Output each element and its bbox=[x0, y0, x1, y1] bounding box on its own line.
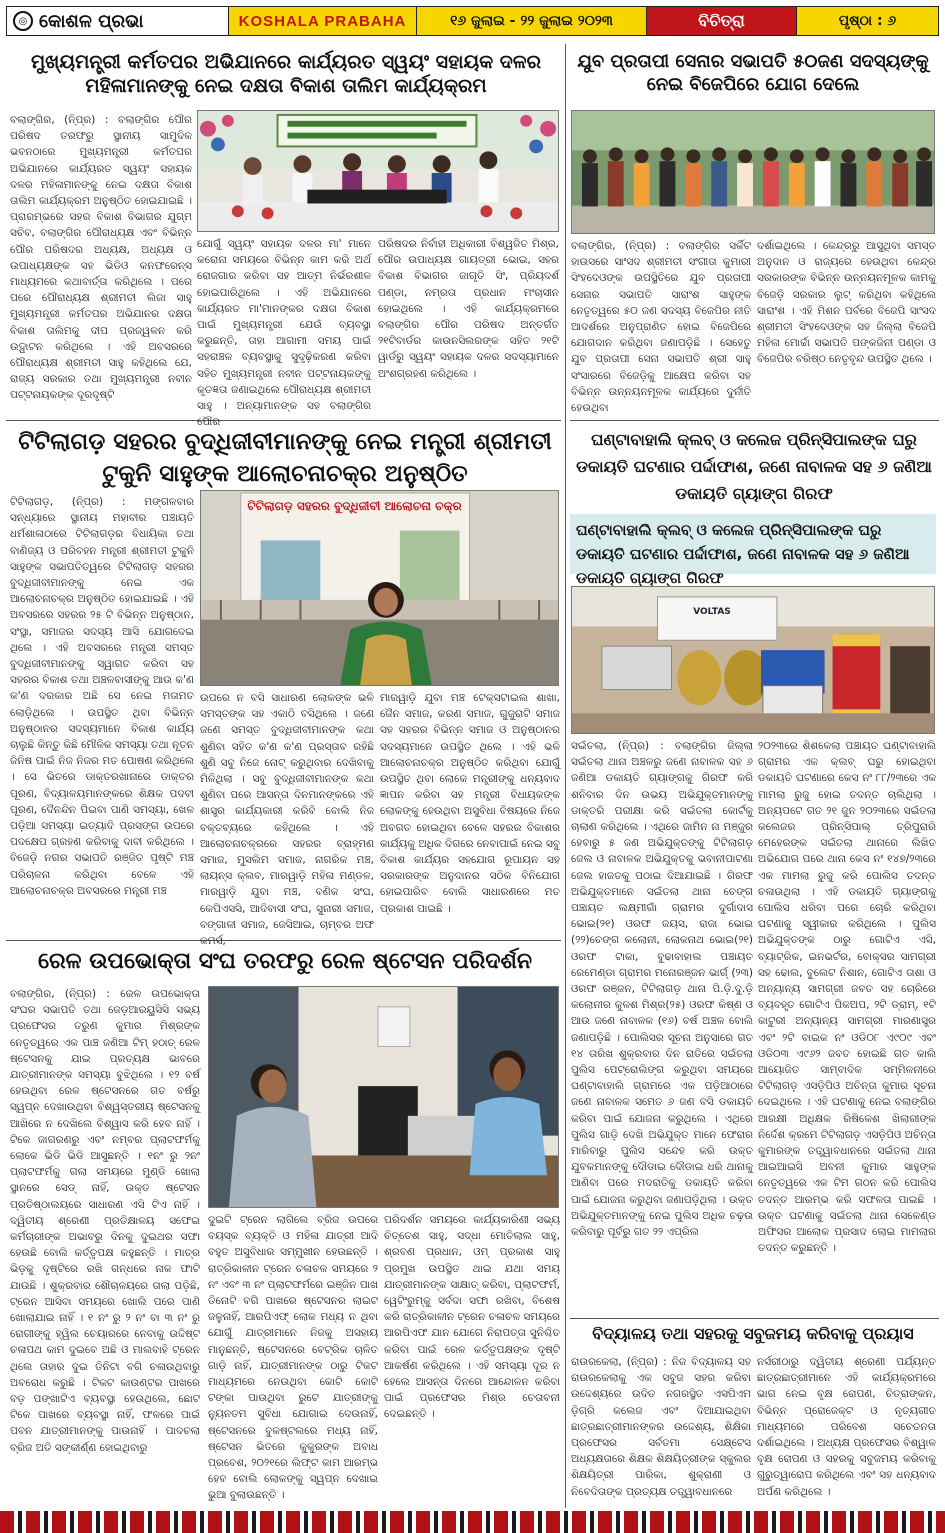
page-number: ପୃଷ୍ଠା : ୬ bbox=[797, 7, 938, 35]
article-text: ବଲାଙ୍ଗିର, (ନି୍ପ୍ର) : ବଲାଙ୍ଗିର ସର୍କିଟ ହାଉସରେ ସାଂସଦ ଶ୍ରୀମତୀ ସଂଗୀତା କୁମାରୀ ସିଂହଦେଓଙ୍କ ଉପସ୍ଥିତିରେ ଯୁବ ପ୍ରତାପୀ ସେନାର ସଭାପତି ସାରାଂଶ ସାହୁଙ୍କ ନେତୃତ୍ୱରେ ୫୦ ଜଣ ସଦସ୍ୟ ବିଜେପିର ନୀତି ଆଦର୍ଶରେ ଅନୁପ୍ରାଣିତ ହୋଇ ବିଜେପିରେ ଯୋଗଦାନ କରିଥିବା ଜଣାପଡ଼ିଛି । ସେହେତୁ ଯୁବ ପ୍ରତାପୀ ସେନା ସଭାପତି ଶ୍ରୀ ସାହୁ ସଂସାରରେ ବିଜେଡ଼ିକୁ ଆକ୍ଷେପ କରିବା ସହ ବିଭିନ୍ନ ଉନ୍ନୟନମୂଳକ କାର୍ଯ୍ୟରେ ଦୁର୍ନୀତି ହେଉଥିବା bbox=[571, 240, 751, 415]
article-photo bbox=[571, 586, 935, 734]
article-headline: ଯୁବ ପ୍ରତାପୀ ସେନାର ସଭାପତି ୫୦ଜଣ ସଦସ୍ୟଙ୍କୁ ନେଇ ବିଜେପିରେ ଯୋଗ ଦେଲେ bbox=[577, 51, 929, 96]
article-text: ରାଉରକେଲା, (ନି୍ପ୍ର) : ନିଜ ବିଦ୍ୟାଳୟ ସହ ରାଉରକେଲାକୁ ଏକ ସବୁଜ ସହର କରିବା ଉଦ୍ଦେଶ୍ୟରେ ଉଦିତ ନଗରସ୍ଥିତ ଏସପିଏମ ଡ଼ିଗ୍ରି କଲେଜ ଏବଂ ଦିଆଯାଇଥିବା ଛାତ୍ରଛାତ୍ରୀମାନଙ୍କର ଉଦ୍ଦେଶ୍ୟ, ଶିକ୍ଷିକା ପ୍ରଫେସର ସର୍ବତମା ସେକ୍ଷ୍ଟେସ ଅଧ୍ୟକ୍ଷତାରେ ଶିକ୍ଷକ ଶିକ୍ଷୟିତ୍ରୀଙ୍କ ସ୍କୁଲର ଶିକ୍ଷୟିତ୍ରୀ ପାରିକା, ଶୁକ୍ରାଣୀ ଓ ନିବେଦିତାଙ୍କ ପ୍ରତ୍ୟକ୍ଷ ତତ୍ତ୍ୱାବଧାନରେ bbox=[571, 1356, 751, 1498]
article-text: ପରିଷଦର ନିର୍ବାହୀ ଅଧିକାରୀ ବିଶ୍ୱଜିତ ମିଶ୍ର, ପୌର ଉପାଧ୍ୟକ୍ଷ ଗାୟତ୍ରୀ ଭୋଇ, ସହର ବିକାଶ ବିଭାଗର ଜାଗୃତି ସିଂ, ପ୍ରିୟଦର୍ଶ ପଣ୍ଡା, ନମ୍ରତା ପ୍ରଧାନ ମଂଚାସୀନ ହୋଇଥିଲେ । ଏହି କାର୍ଯ୍ୟକ୍ରମରେ ବଲାଙ୍ଗିର ପୌର ପରିଷଦ ଅନ୍ତର୍ଗତ ୨୧ଟିବାର୍ଡର କାଉନସିଲରଙ୍କ ସହିତ ୨୧ଟି ୱାର୍ଡରୁ ସ୍ୱୟଂ ସହାୟକ ଦଳର ସଦସ୍ୟାମାନେ ଅଂଶଗ୍ରହଣ କରିଥିଲେ । bbox=[378, 238, 559, 380]
article-text: ୨୦୨୩ରେ ଶିଶକେଲା ପଞ୍ଚାୟତ ଘଣ୍ଟାବାହାଲି ଗ୍ରାମର ଏକ କ୍ଲବ୍ ଘରୁ ହୋଇଥିବା ଡକାୟତି ଘଟଣାରେ କେସ ନଂ ୮୮/୨୩ରେ ଏକ ମାମଲା ରୁଜୁ ହୋଇ ତଦନ୍ତ ଚାଲିଥିଲା । ଅନ୍ୟପଟେ ଗତ ୨୧ ଜୁନ ୨୦୨୩ରେ ସଇଁତଲା କଲେଜର ପ୍ରିନ୍ସିପାଲ୍ ତ୍ରିପୁରାରି ମେହେରଙ୍କ ସଇଁତଲା ଥାନାରେ ଲିଖିତ ଅଭିଯୋଗ ପରେ ଥାନା କେସ ନଂ ୧୪୭/୨୩ରେ ଏକ ମାମଲା ରୁଜୁ କରି ପୋଲିସ ତଦନ୍ତ ଚଳାଉଥିଲା । ଏହି ଡକାୟତି ଗ୍ୟାଙ୍ଗକୁ ପୋଲିସ ଧରିବା ପରେ ଚୋରି କରିଥିବା ଘଟଣାକୁ ସ୍ୱୀକାର କରିଥିଲେ । ପୁଲିସ ଅଭିଯୁକ୍ତଙ୍କ ଠାରୁ ଗୋଟିଏ ଏସି, ବ୍ୟାଟ୍ରିକ, ଇନଭର୍ଟର, ବୋକ୍ସର ସାମଗ୍ରୀ ସହ ଢୋଲ, ବୁଲେଟ ନିଶାନ, ଗୋଟିଏ ତାଶା ଓ ଅନ୍ୟାନ୍ୟ ସାମଗ୍ରୀ ଜବତ ସହ ଚୋରିରେ ବ୍ୟବହୃତ ଗୋଟିଏ ପିକଅପ, ୨ଟି ଡ୍ରାମ୍, ୧ଟି କାଟୁରୀ ଅନ୍ୟାନ୍ୟ ସାମଗ୍ରୀ ମାରଣାସ୍ତ୍ର ଏବଂ ୨ଟି ବାଇକ ନଂ ଓଡି୦୮ ଏ୯୦୯ ଏବଂ ଓଡି୦୩ ଏ୯୬୨ ଜବତ ହୋଇଛି ଗତ କାଲି ଆୟୋଜିତ ସାମ୍ବାଦିକ ସମ୍ମିଳନୀରେ ଟିଟିଲାଗଡ଼ ଏସଡ଼ିପିଓ ଅଚିନ୍ତା କୁମାର ସୂଚନା ଦେଇଥିଲେ । ଏହି ଘଟଣାକୁ ନେଇ ବଲାଙ୍ଗିର ଆରକ୍ଷୀ ଅଧିକ୍ଷକ ରିଷିକେଶ ଖିଲାରୀଙ୍କ ନିର୍ଦ୍ଦେଶ କ୍ରମେ ଟିଟିଲାଗଡ଼ ଏସଡ଼ିପିଓ ଅଚିନ୍ତା କୁମାରଙ୍କ ତତ୍ତ୍ୱାବଧାନରେ ସଇଁତଲା ଥାନା ଆଇଆଇସି ଅବନୀ କୁମାର ସାହୁଙ୍କ ନେତୃତ୍ୱରେ ଏକ ଟିମ ଗଠନ କରି ପୋଲିସ ତଦନ୍ତ ଆରମ୍ଭ କରି ସଫଳତା ପାଇଛି । ଉକ୍ତ ଘଟଣାକୁ ସଇଁତଲା ଥାନା ସେକେଣ୍ଡ ଅଫିସର ଆଲୋକ ପ୍ରସାଦ ଲୋଇ ମାମଲାର ତଦନ୍ତ କରୁଛନ୍ତି । bbox=[758, 740, 936, 1255]
article-divider bbox=[570, 1318, 939, 1319]
article-text: ଯୋଗୁଁ ସ୍ୱୟଂ ସହାୟକ ଦଳର ମା' ମାନେ କରୋନା ସମୟରେ ବିଭିନ୍ନ କାମ କରି ଅର୍ଥ ରୋଜଗାର କରିବା ସହ ଆତ୍ମ ନିର୍ଭରଶୀଳ ହୋଇପାରିଥିଲେ । ଏହି ଅଭିଯାନରେ କାର୍ଯ୍ୟରତ ମା'ମାନଙ୍କର ଦକ୍ଷତା ବିକାଶ ପାଇଁ ମୁଖ୍ୟମନ୍ତ୍ରୀ ଯେଉଁ ବ୍ୟବସ୍ଥା କରୁଛନ୍ତି, ତାହା ଆଗାମୀ ସମୟ ପାଇଁ ସହରାଞ୍ଚଳ ବ୍ୟବସ୍ଥାକୁ ସୁଦୃଢ଼ିକରଣ କରିବା ସହିତ ମୁଖ୍ୟମନ୍ତ୍ରୀ ନବୀନ ପଟ୍ଟନାୟକଙ୍କୁ କୃତଜ୍ଞତା ଜଣାଇଥିଲେ ପୌରାଧ୍ୟକ୍ଷ ଶ୍ରୀମତୀ ସାହୁ । ଅନ୍ୟାମାନଙ୍କ ସହ ବଲାଙ୍ଗିର ପୌର bbox=[197, 238, 371, 429]
article-headline: ଟିଟିଲାଗଡ଼ ସହରର ବୁଦ୍ଧିଜୀବୀମାନଙ୍କୁ ନେଇ ମନ୍ତ୍ରୀ ଶ୍ରୀମତୀ ଟୁକୁନି ସାହୁଙ୍କ ଆଲୋଚନାଚକ୍ର ଅନୁଷ୍ଠିତ bbox=[18, 429, 552, 487]
article-divider bbox=[570, 420, 939, 421]
article-text: ଉପରେ ନ ବସି ସାଧାରଣ ଲୋକଙ୍କ ଭଳି ସମସ୍ତଙ୍କ ସହ ଏକାଠି ବସିଥିଲେ । ଜଣେ ଜଣେ ସମସ୍ତ ବୁଦ୍ଧିଜୀବୀମାନଙ୍କ କଥା ଶୁଣିବା ସହିତ କ'ଣ କ'ଣ ପ୍ରସ୍ତାବ ରହିଛି ଶୁଣି ସବୁ ନିଜେ ନୋଟ୍ କରୁଥିବାର ଦେଖିବାକୁ ମିଳିଥିଲା । ସବୁ ବୁଦ୍ଧିଜୀବୀମାନଙ୍କ କଥା ଶୁଣିବା ପରେ ଆସନ୍ତା ଦିନମାନଙ୍କରେ ଏହି ଶାସ୍ତ୍ର କାର୍ଯ୍ୟକାରୀ କରିବି ବୋଲି ନିଜ ବକ୍ତବ୍ୟରେ କହିଥିଲେ । ଏହି ଆଲୋଚନାଚକ୍ରରେ ସହରର ବ୍ରାହ୍ମଣ ସମାଜ, ମୁସଲିମ ସମାଜ, ନାଗରିକ ମଞ୍ଚ, ଲାୟନ୍ସ କ୍ଲବ, ମାରୱାଡ଼ି ମହିଳା ମଣ୍ଡଳ, ମାରୱାଡ଼ି ଯୁବା ମଞ୍ଚ, ବଣିକ ସଂଘ, କେପିଏସସି, ଆଦିବାସୀ ସଂଘ, ସୁନାରୀ ସମାଜ, ବଙ୍ଗାଳୀ ସମାଜ, ଜେସିଆଇ, ଚାମ୍ବର ଅଫ କମର୍ସ, bbox=[200, 692, 374, 948]
article-text: ବଲାଙ୍ଗିର, (ନି୍ପ୍ର) : ରେଳ ଉପଭୋକ୍ତା ସଂଘର ସଭାପତି ତଥା ଜେଡ଼ଆରୟୁସିସି ସଭ୍ୟ ପ୍ରଫେସର ତରୁଣ କୁମାର ମିଶ୍ରଙ୍କ ନେତୃତ୍ୱରେ ଏକ ପାଞ୍ଚ ଜଣିଆ ଟିମ୍ ହଠାତ୍ ରେଳ ଷ୍ଟେସନକୁ ଯାଇ ପ୍ରତ୍ୟକ୍ଷ ଭାବରେ ଯାତ୍ରୀମାନଙ୍କ ସମସ୍ୟା ବୁଝିଥିଲେ । ୧୨ ବର୍ଷ ହେଉଥିବା ରେଳ ଷ୍ଟେସନରେ ଗତ ବର୍ଷରୁ ସ୍ୱପ୍ନ ଦେଖାଉଥିବା ବିଶ୍ୱସ୍ତରୀୟ ଷ୍ଟେସନକୁ ଆଖିରେ ନ ଦେଖିଲେ ବିଶ୍ୱାସ କରି ହେବ ନାହିଁ । ଟିକେ ଜାଗରଣରୁ ଏବଂ ନମ୍ବର ପ୍ଲାଟଫର୍ମକୁ ଲୋକେ ଭିଡି ଭିଡି ଆସୁଛନ୍ତି । ୧ନଂ ରୁ ୨ନଂ ପ୍ଲାଟଫର୍ମକୁ ଗଲା ସମୟରେ ମୁଣ୍ଡି ଖୋଲା ସ୍ଥାନରେ ସେଡ୍ ନାହିଁ, ଉକ୍ତ ଷ୍ଟେସନ ପ୍ରତିଷ୍ଠାଲୟରେ ସାଧାରଣ ଏସି ଟିଏ ନାହିଁ । ଦ୍ୱିତୀୟ ଶ୍ରେଣୀ ପ୍ରତିକ୍ଷାଳୟ ସଫେଇ କର୍ମଚାରୀଙ୍କ ଅଭାବରୁ ଦିନକୁ ଦୁଇଥର ସଫା ହେଉଛି ବୋଲି କର୍ତ୍ତୃପକ୍ଷ କହୁଛନ୍ତି । ମାତ୍ର ଭିଡ଼କୁ ଦୃଷ୍ଟିରେ ରଖି ଗନ୍ଧରେ ନାକ ଫାଟି ଯାଉଛି । ଶୁକ୍ରବାର ଶୌଚାଳୟରେ ତାଲା ପଡ଼ିଛି, ଟ୍ରେନ ଆସିବା ସମୟରେ ଖୋଲି ପରେ ପାଣି ଖୋଲାଯାଇ ନାହିଁ । ୧ ନଂ ରୁ ୨ ନଂ ବା ୩ ନଂ ରୁ ରୋଗୀଙ୍କୁ ହ୍ୱିଲ ଚେୟାରରେ ନେବାକୁ ଉଦ୍ଦିଷ୍ଟ ଚଳାପଥ କାମ ଦୁଇବେ ଅଛି ଓ ମାଲବାହି ଟ୍ରେନ ଥିଲେ ତାହାର ଦୁଇ ତିନିଟା ବଗି ଚଳାଉଥିବାରୁ ଅବରୋଧ କରୁଛି । ଟିକଟ କାଉଣ୍ଟର ପାଖରେ ବଡ଼ ପଙ୍ଖାଟିଏ ବ୍ୟବସ୍ଥା ହେଉଥିଲେ, ଛୋଟ ଟିକେ ପାଖରେ ବ୍ୟବସ୍ଥା ନାହିଁ, ଫଳରେ ପାଇଁ ପବନ ଯାତ୍ରୀମାନଙ୍କୁ ପାଉନାହିଁ । ପାଦଚଲା ବ୍ରିଜ ଅତି ସଙ୍କୀର୍ଣ୍ଣ ହୋଇଥିବାରୁ bbox=[10, 988, 200, 1454]
article-photo bbox=[197, 110, 559, 232]
article-headline: ଘଣ୍ଟାବାହାଲି କ୍ଲବ୍ ଓ କଲେଜ ପ୍ରିନ୍ସିପାଲଙ୍କ ଘରୁ ଡକାୟତି ଘଟଣାର ପର୍ଦ୍ଦାଫାଶ, ଜଣେ ନାବାଳକ ସହ ୬ ଜଣିଆ ଡକାୟତି ଗ୍ୟାଙ୍ଗ ଗିରଫ bbox=[576, 430, 932, 503]
article-photo bbox=[571, 110, 935, 234]
article-headline: ବିଦ୍ୟାଳୟ ତଥା ସହରକୁ ସବୁଜମୟ କରିବାକୁ ପ୍ରୟାସ bbox=[592, 1324, 914, 1343]
banner-caption: ଟିଟିଲାଗଡ଼ ସହରର ବୁଦ୍ଧିଜୀବୀ ଆଲୋଚନା ଚକ୍ର bbox=[247, 499, 462, 513]
issue-date: ୧୬ ଜୁଲାଇ - ୨୨ ଜୁଲାଇ ୨୦୨୩ bbox=[417, 7, 647, 35]
newspaper-logo bbox=[7, 7, 229, 35]
masthead bbox=[6, 6, 939, 36]
section-name: ବିଚିତ୍ରା bbox=[647, 7, 797, 35]
article-text: ବଲାଙ୍ଗିର, (ନି୍ପ୍ର) : ବଲାଙ୍ଗିର ପୌର ପରିଷଦ ତରଫରୁ ସ୍ଥାନୀୟ ସାମୁଦିକ ଭବନଠାରେ ମୁଖ୍ୟମନ୍ତ୍ରୀ କର୍ମତପର ଅଭିଯାନରେ କାର୍ଯ୍ୟରତ ସ୍ୱୟଂ ସହାୟକ ଦଳର ମହିଳାମାନଙ୍କୁ ନେଇ ଦକ୍ଷତା ବିକାଶ ତାଲିମ କାର୍ଯ୍ୟକ୍ରମ ଅନୁଷ୍ଠିତ ହୋଇଯାଇଛି । ପ୍ରାରମ୍ଭରେ ସହର ବିକାଶ ବିଭାଗର ଯୁଗ୍ମ ସଚିବ, ବଲାଙ୍ଗିର ପୌରାଧ୍ୟକ୍ଷ ଏବଂ ବିଭିନ୍ନ ପୌର ପରିଷଦର ଅଧ୍ୟକ୍ଷ, ଅଧ୍ୟକ୍ଷ ଓ ଉପାଧ୍ୟକ୍ଷଙ୍କ ସହ ଭିଡିଓ କନଫରେନ୍ସ ମାଧ୍ୟମରେ କଥାବାର୍ତ୍ତା କରିଥିଲେ । ପରେ ପରେ ପୌରାଧ୍ୟକ୍ଷ ଶ୍ରୀମତୀ ଲିଜା ସାହୁ ମୁଖ୍ୟମନ୍ତ୍ରୀ କର୍ମତପର ଅଭିଯାନର ଦକ୍ଷତା ବିକାଶ ତାଲିମକୁ ଦୀପ ପ୍ରଜ୍ୱଳନ କରି ଉଦ୍ଘାଟନ କରିଥିଲେ । ଏହି ଅବସରରେ ପୌରାଧ୍ୟକ୍ଷ ଶ୍ରୀମତୀ ସାହୁ କହିଥିଲେ ଯେ, ରାଜ୍ୟ ସରକାର ତଥା ମୁଖ୍ୟମନ୍ତ୍ରୀ ନବୀନ ପଟ୍ଟନାୟକଙ୍କ ଦୂରଦୃଷ୍ଟି bbox=[10, 114, 192, 402]
article-text: ଦର୍ଶାଇଥିଲେ । କେନ୍ଦ୍ରରୁ ଆସୁଥିବା ସମସ୍ତ ଅନୁଦାନ ଓ ରାଜ୍ୟରେ ହେଉଥିବା କେନ୍ଦ୍ର ସରକାରଙ୍କ ବିଭିନ୍ନ ଉନ୍ନୟନମୂଳକ କାମକୁ ବିଜେଡ଼ି ସରକାର ଲୁଟ୍ କରିଥିବା କହିଥିଲେ ସାରାଂଶ । ଏହି ମିଶନ ପର୍ବରେ ବିଜେପି ସାଂସଦ ଶ୍ରୀମତୀ ସିଂହଦେଓଙ୍କ ସହ ଜିଲ୍ଲା ବିଜେପି ମହିଳା ମୋର୍ଚ୍ଚା ସଭାପତି ପଙ୍କଜିନୀ ପଣ୍ଡା ଓ ବିଜେପିର ବରିଷ୍ଠ ନେତୃବୃନ୍ଦ ଉପସ୍ଥିତ ଥିଲେ । bbox=[757, 240, 936, 366]
article-text: ସଇଁତଲା, (ନି୍ପ୍ର) : ବଲାଙ୍ଗିର ଜିଲ୍ଲା ସଇଁତଲା ଥାନା ଅଞ୍ଚଳରୁ ଜଣେ ନାବାଳକ ସହ ୬ ଜଣିଆ ଡକାୟତି ଗ୍ୟାଙ୍ଗକୁ ଗିରଫ କରି ଶନିବାର ଦିନ ଉଭୟ ଅଭିଯୁକ୍ତମାନଙ୍କୁ ଡାକ୍ତରି ପରୀକ୍ଷା କରି ସଇଁତଲା କୋର୍ଟକୁ ଚାଲାଣ କରିଥିଲେ । ଏଥିରେ ଜାମିନ ନା ମଞ୍ଜୁର ହେବାରୁ ୫ ଜଣ ଅଭିଯୁକ୍ତଙ୍କୁ ଟିଟିଲାଗଡ଼ ଜେଲ ଓ ନାବାଳକ ଅଭିଯୁକ୍ତକୁ ଭବାନୀପାଟଣା ଜେଲ ହାଜତକୁ ପଠାଇ ଦିଆଯାଇଛି । ଗିରଫ ଅଭିଯୁକ୍ତମାନେ ସଇଁତଲା ଥାନା ଚେଙ୍ଗ ପଞ୍ଚାୟତ ଲକ୍ଷ୍ମୀଗାଁ ଗ୍ରାମର ଦୁର୍ଗାଦାସ ଭୋଇ(୨୧) ଓରଫ ଜୟସ, ରାଜା ଭୋଇ (୨୨)ଚେଙ୍ଗ କଲୋନୀ, ଲୋକନାଥ ଭୋଇ(୨୧) ଓରଫ ଟାକା, ବୁଢାବାହାଲ ପଞ୍ଚାୟତ ରେମେଣ୍ଡା ଗ୍ରାମର ମନୋରଞ୍ଜନ ଭାର୍ଗ୍ (୨୩) ଓରଫ ରଞ୍ଜନ, ଟିଟିଲାଗଡ଼ ଥାନା ପି.ଡ଼ି.ଦୁ.ଡ଼ି କଲୋନୀର କୁଳଶ ମିଶ୍ର(୨୫) ଓରଫ କିଷ୍ଣ ଓ ଆଉ ଜଣେ ନାବାଳକ (୧୬) ବର୍ଷ ଅଞ୍ଚଳ ବୋଲି ଜଣାପଡ଼ିଛି । ପୋଲିସର ସୂଚନା ଅନୁସାରେ ଗତ ୧୪ ତାରିଖ ଶୁକ୍ରବାର ଦିନ ରାତିରେ ସଇଁତଲା ପୁଲିସ ପେଟ୍ରୋଲିଙ୍ଗ କରୁଥିବା ସମୟରେ ଘଣ୍ଟାବାହାଲି ଗ୍ରାମରେ ଏକ ପଡ଼ିଆଠାରେ ଜଣେ ନାବାଳକ ସମେତ ୬ ଜଣ ବସି ଡକାୟତି କରିବା ପାଇଁ ଯୋଜନା କରୁଥିଲେ । ଏଥିରେ ପୁଲିସ ଗାଡ଼ି ଦେଖି ଅଭିଯୁକ୍ତ ମାନେ ଫେରାର ମାରିବାରୁ ପୁଲିସ ସନ୍ଦେହ କରି ଉକ୍ତ ଯୁବକମାନଙ୍କୁ ଦୌଡାଇ ଦୌଡାଇ ଧରି ଥାନାକୁ ଆଣିବା ପରେ ମଦରାତିକୁ ଡକାୟତି କରିବା ପାଇଁ ଯୋଜନା କରୁଥିବା ଜଣାପଡ଼ିଥିଲା । ଉକ୍ତ ଅଭିଯୁକ୍ତମାନଙ୍କୁ ନେଇ ପୁଲିସ ଅଧିକ ଚଢ଼ଉ କରିବାରୁ ପୂର୍ବରୁ ଗତ ୨୨ ଏପ୍ରିଲ bbox=[571, 740, 753, 1239]
photo-label: VOLTAS bbox=[693, 607, 731, 617]
decorative-border bbox=[0, 1511, 945, 1533]
article-photo bbox=[200, 490, 559, 686]
article-divider bbox=[6, 940, 561, 941]
article-headline: ମୁଖ୍ୟମନ୍ତ୍ରୀ କର୍ମତପର ଅଭିଯାନରେ କାର୍ଯ୍ୟରତ ସ୍ୱୟଂ ସହାୟକ ଦଳର ମହିଳାମାନଙ୍କୁ ନେଇ ଦକ୍ଷତା ବିକାଶ ତାଲିମ କାର୍ଯ୍ୟକ୍ରମ bbox=[30, 51, 542, 98]
article-text: ପରିଦର୍ଶନ ସମୟରେ କାର୍ଯ୍ୟକାରିଣୀ ସଭ୍ୟ ଚିତ୍ତେଶ ସାହୁ, ସଦ୍ଧା ମୋତିଲାଲ ସାହୁ, ଶ୍ରବଣ ପ୍ରଧାନ, ଓମ୍ ପ୍ରକାଶ ସାହୁ ପ୍ରମୁଖ ଉପସ୍ଥିତ ଥାଇ ଯଥା ସମୟ ଯାତ୍ରୀମାନଙ୍କ ସାକ୍ଷାତ୍ କରିବା, ପ୍ଲାଟଫର୍ମ, ୱେଟିଂରୁମ୍କୁ ସର୍ବଦା ସଫା ରଖିବା, ବିଶେଷ କରି ରାତ୍ରିକାଳୀନ ଟ୍ରେନ ଚଳାଚଳ ସମୟରେ ଆରପିଏଫ ଯାନ ଯୋଗେ ନିରାପତ୍ତା ସୁନିଶ୍ଚିତ କରିବା ପାଇଁ ରେଳ କର୍ତ୍ତୃପକ୍ଷଙ୍କ ଦୃଷ୍ଟି ଆକର୍ଷଣ କରିଥିଲେ । ଏହି ସମସ୍ୟା ଦୂର ନ ହେଲେ ଆସନ୍ତା ଦିନରେ ଆନ୍ଦୋଳନ କରିବା ପାଇଁ ପ୍ରଫେସର ମିଶ୍ର ଚେତାବନୀ ଦେଇଛନ୍ତି । bbox=[384, 1214, 560, 1421]
emblem-icon: ◎ bbox=[13, 11, 33, 31]
article-photo bbox=[208, 986, 559, 1208]
article-headline: ରେଳ ଉପଭୋକ୍ତା ସଂଘ ତରଫରୁ ରେଳ ଷ୍ଟେସନ ପରିଦର୍ଶନ bbox=[37, 949, 532, 974]
article-text: ନର୍ସରୀଠାରୁ ଦ୍ୱିତୀୟ ଶ୍ରେଣୀ ପର୍ଯ୍ୟନ୍ତ ଛାତ୍ରଛାତ୍ରୀମାନେ ଏହି କାର୍ଯ୍ୟକ୍ରମରେ ଭାଗ ନେଇ ବୃକ୍ଷ ରୋପଣ, ଚିତ୍ରାଙ୍କନ, ବିଭିନ୍ନ ପ୍ରୋଜେକ୍ଟ ଓ ନୃତ୍ୟଗୀତ ମାଧ୍ୟମରେ ପରିବେଶ ସଚେତନତା ଦର୍ଶାଇଥିଲେ । ଅଧ୍ୟକ୍ଷ ପ୍ରଫେସର ବିଶ୍ୱାଳ ବୃକ୍ଷ ରୋପଣ ଓ ସହରକୁ ସବୁଜମୟ କରିବାକୁ ଗୁରୁତ୍ୱାରୋପ କରିଥିଲେ ଏବଂ ସହ ଧନ୍ୟବାଦ ଅର୍ପଣ କରିଥିଲେ । bbox=[757, 1356, 936, 1498]
article-subhead: ଘଣ୍ଟାବାହାଲି କ୍ଲବ୍ ଓ କଲେଜ ପ୍ରିନ୍ସିପାଲଙ୍କ ଘରୁ ଡକାୟତି ଘଟଣାର ପର୍ଦ୍ଦାଫାଶ, ଜଣେ ନାବାଳକ ସହ ୬ ଜଣିଆ ଡକାୟତି ଗ୍ୟାଙ୍ଗ ଗିରଫ bbox=[570, 514, 936, 574]
article-divider bbox=[6, 420, 561, 421]
logo-text: କୋଶଳ ପ୍ରଭା bbox=[39, 10, 144, 32]
article-text: ଦୁଇଟି ଟ୍ରେନ ଲାଗିଲେ ବ୍ରିଜ ଉପରେ ବୟସ୍କ ବ୍ୟକ୍ତି ଓ ମହିଳା ଯାତ୍ରୀ ଆଦି ବହୁତ ଅସୁବିଧାର ସମ୍ମୁଖୀନ ହେଉଛନ୍ତି । ରାତ୍ରିକାଳୀନ ଟ୍ରେନ ଚଳାଚଳ ସମୟରେ ୨ ନଂ ଏବଂ ୩ ନଂ ପ୍ଲାଟଫର୍ମରେ ଇଞ୍ଜିନ ପାଖ ତିନୋଟି ବଗି ପାଖରେ ଷ୍ଟେସନର ଲାଇଟ ଜଳୁନାହିଁ, ଆରପିଏଫ୍ ଲୋକ ମଧ୍ୟ ନ ଥିବା ଯୋଗୁଁ ଯାତ୍ରୀମାନେ ନିଜକୁ ଅସହାୟ ମାନୁଛନ୍ତି, ଷ୍ଟେସନରେ ବେଟ୍ରିକ ଚାଳିତ ଗାଡ଼ି ନାହିଁ, ଯାତ୍ରୀମାନଙ୍କ ଠାରୁ ଟିକଟ ମାଧ୍ୟମରେ ନେଉଥିବା କୋଟି କୋଟି ଟଙ୍କା ପାଉଥିବା ରୁଟେ ଯାତ୍ରୀଙ୍କୁ ନ୍ୟୁନତମ ସୁବିଧା ଯୋଗାଇ ଦେଉନାହିଁ, ଷ୍ଟେସନରେ ବୁକଷ୍ଟଲରେ ମଧ୍ୟ ନାହିଁ, ଷ୍ଟେସନ ଭିତରେ କୁକୁରଙ୍କ ଅବାଧ ପ୍ରବେଶ, ୨୦୨୧ରେ ଲିଫ୍ଟ କାମ ଆରମ୍ଭ ହେବ ବୋଲି ଲୋକଙ୍କୁ ସ୍ୱପ୍ନ ଦେଖାଇ ଭୁଆ ବୁଲାଉଛନ୍ତି । bbox=[208, 1214, 378, 1502]
article-text: ମାରୱାଡ଼ି ଯୁବା ମଞ୍ଚ ଟେକ୍ସଟାଇଲ ଶାଖା, ଜୈନ ସମାଜ, କରଣ ସମାଜ, ଗୁଜୁରାଟି ସମାଜ ସହ ସହରର ବିଭିନ୍ନ ସମାଜ ଓ ଅନୁଷ୍ଠାନର ସଦସ୍ୟମାନେ ଉପସ୍ଥିତ ଥିଲେ । ଏହି ଭଳି ଆଲୋଚନାଚକ୍ର ଅନୁଷ୍ଠିତ କରିଥିବା ଯୋଗୁଁ ଉପସ୍ଥିତ ଥିବା ଲୋକେ ମନ୍ତ୍ରୀଙ୍କୁ ଧନ୍ୟବାଦ ଜ୍ଞାପନ କରିବା ସହ ମନ୍ତ୍ରୀ ବିଧାୟକଙ୍କ ଲୋକଙ୍କୁ ହେଉଥିବା ଅସୁବିଧା ବିଷୟରେ ନିଜେ ଅବଗତ ହୋଇଥିବା ବେଳେ ସହରର ବିକାଶର କାର୍ଯ୍ୟକୁ ଅଧିକ ଦିଗରେ ନେବାପାଇଁ ନେଇ ସବୁ ବିକାଶ କାର୍ଯ୍ୟର ସହଯୋଗ ରୂପାୟନ ସହ ସରକାରଙ୍କ ଅନୁଦାନର ସଠିକ ବିନିଯୋଗ ହୋଇପାରିବ ବୋଲି ସାଧାରଣରେ ମତ ପ୍ରକାଶ ପାଇଛି । bbox=[380, 692, 560, 915]
column-divider bbox=[565, 44, 566, 1508]
english-title: KOSHALA PRABAHA bbox=[229, 7, 417, 35]
article-text: ଟିଟିଲାଗଡ଼, (ନି୍ପ୍ର) : ମଙ୍ଗଳବାର ସନ୍ଧ୍ୟାରେ ସ୍ଥାନୀୟ ମହାବୀର ପଞ୍ଚାୟତି ଧର୍ମଶାଳାଠାରେ ଟିଟିଲାଗଡ଼ର ବିଧାୟିକା ତଥା ବାଣିଜ୍ୟ ଓ ପରିବହନ ମନ୍ତ୍ରୀ ଶ୍ରୀମତୀ ଟୁକୁନି ସାହୁଙ୍କ ସଭାପତିତ୍ୱରେ ଟିଟିଲାଗଡ଼ ସହରର ବୁଦ୍ଧିଜୀବୀମାନଙ୍କୁ ନେଇ ଏକ ଆଲୋଚନାଚକ୍ର ଅନୁଷ୍ଠିତ ହୋଇଯାଇଛି । ଏହି ଅବସରରେ ସହରର ୨୫ ଟି ବିଭିନ୍ନ ଅନୁଷ୍ଠାନ, ସଂସ୍ଥା, ସମାଜର ସଦସ୍ୟ ଆସି ଯୋଗଦେଇ ଥିଲେ । ଏହି ଅବସରରେ ମନ୍ତ୍ରୀ ସମସ୍ତ ବୁଦ୍ଧିଜୀବୀମାନଙ୍କୁ ସ୍ୱାଗତ କରିବା ସହ ସହରର ବିକାଶ ତଥା ଅଞ୍ଚଳବାସୀଙ୍କୁ ଆଉ କ'ଣ କ'ଣ ଦରକାର ଅଛି ସେ ନେଇ ମତାମତ ଲୋଡ଼ିଥିଲେ । ଉପସ୍ଥିତ ଥିବା ବିଭିନ୍ନ ଅନୁଷ୍ଠାନର ସଦସ୍ୟମାନେ ବିକାଶ କାର୍ଯ୍ୟ ଚାଲୁଛି କିନ୍ତୁ କିଛି ମୌଳିକ ସମସ୍ୟା ତଥା ନୂତନ ଜିନିଷ ପାଇଁ ନିଜ ନିଜର ମତ ପୋଷଣ କରିଥିଲେ । ସେ ଭିତରେ ଡାକ୍ତରଖାନାରେ ଡାକ୍ତର ପୂରଣ, ବିଦ୍ୟାଳୟମାନଙ୍କରେ ଶିକ୍ଷକ ପଦବୀ ପୂରଣ, ଦୈନନ୍ଦିନ ପିଇବା ପାଣି ସମସ୍ୟା, ଖେଳ ପଡ଼ିଆ ସମସ୍ୟା ଇତ୍ୟାଦି ପ୍ରସଙ୍ଗ ଉପରେ ପଦକ୍ଷେପ ଗ୍ରହଣ କରିବାକୁ ଦାବୀ କରିଥିଲେ । ବିଜେଡ଼ି ନଗର ସଭାପତି ରଞ୍ଜିତ ପୃଷ୍ଟି ମଞ୍ଚ ପରିଚାଳନା କରିଥିବା ବେଳେ ଏହି ଆଲୋଚନାଚକ୍ର ଅବସରରେ ମନ୍ତ୍ରୀ ମଞ୍ଚ bbox=[10, 496, 194, 897]
